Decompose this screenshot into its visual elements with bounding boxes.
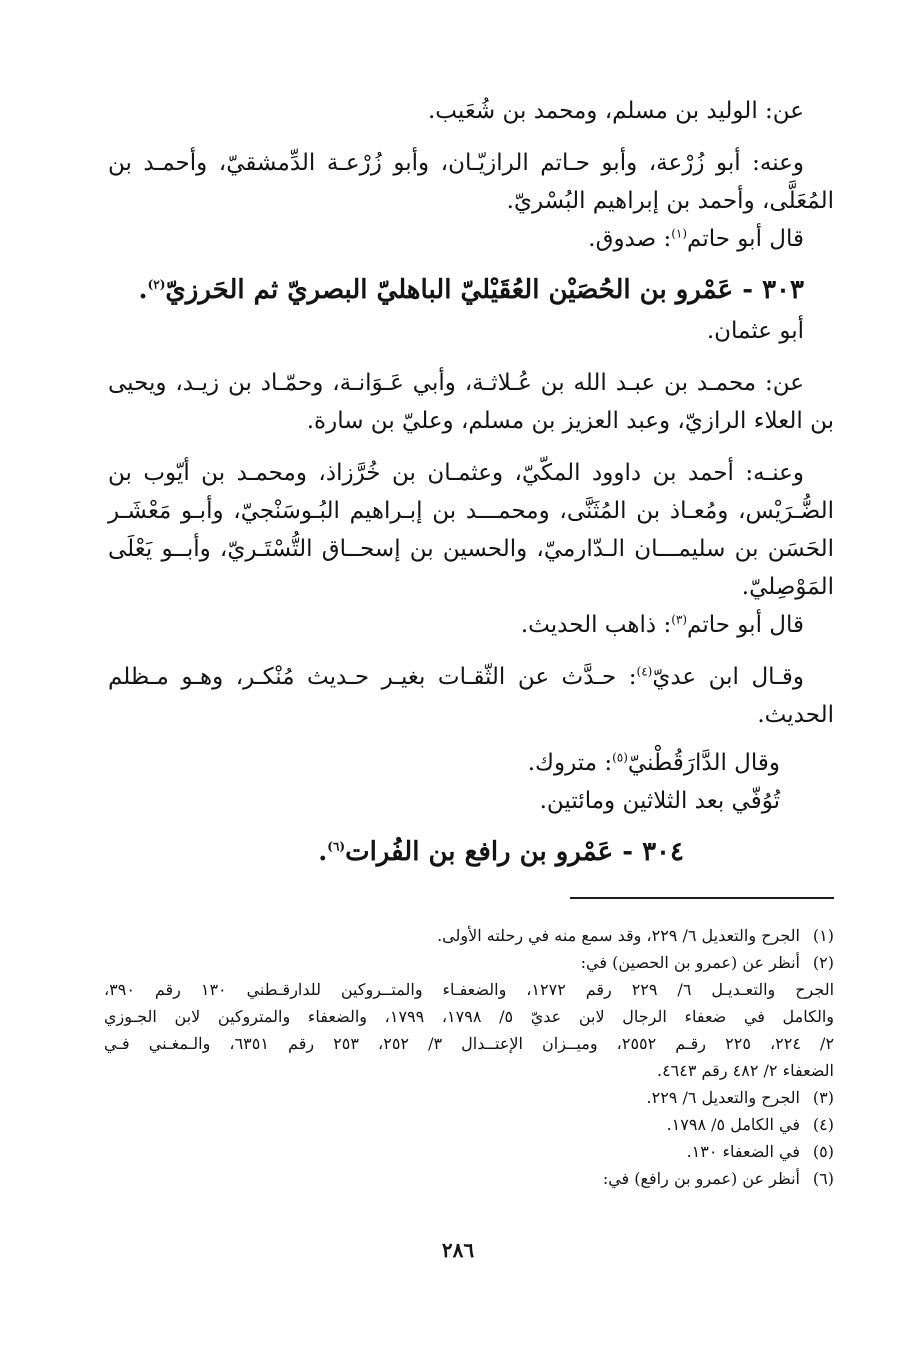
footnote-text: الجرح والتعديل ٦/ ٢٢٩. bbox=[646, 1088, 800, 1107]
entry-title-end: . bbox=[318, 837, 328, 867]
verdict-source: وقال الدَّارَقُطْنيّ bbox=[627, 750, 780, 776]
footnote-number: (٤) bbox=[812, 1115, 834, 1134]
footnote-ref-3: (٣) bbox=[671, 612, 688, 627]
main-text bbox=[108, 92, 834, 874]
footnote-ref-1: (١) bbox=[671, 226, 688, 241]
footnote-number: (١) bbox=[812, 926, 834, 945]
verdict-text: : صدوق. bbox=[588, 226, 672, 252]
entry-title-303 bbox=[108, 268, 834, 312]
footnote-5 bbox=[104, 1138, 834, 1165]
page-number: ٢٨٦ bbox=[441, 1238, 475, 1262]
verdict-source: قال أبو حاتم bbox=[687, 612, 804, 638]
footnote-text: أنظر عن (عمرو بن رافع) في: bbox=[602, 1169, 800, 1188]
paragraph-narrators-to-303: وعنـه: أحمد بن داوود المكّيّ، وعثمـان بن خُرَّزاذ، ومحمـد بن أيّوب بن الضُّـرَيْس، ومُعـاذ بن المُثَنَّى، ومحمـــد بن إبـراهيم البُـوسَنْجيّ، وأبـو مَعْشَـر الحَسَن بن سليمـــان الـدّارميّ، والحسين بن إسحــاق التُّسْتَـريّ، وأبــو يَعْلَى المَوْصِليّ. bbox=[108, 460, 834, 600]
footnote-number: (٢) bbox=[812, 953, 834, 972]
paragraph-narrators-to: وعنه: أبو زُرْعة، وأبو حـاتم الرازيّـان، وأبو زُرْعـة الدِّمشقيّ، وأحمـد بن المُعَلَّى، وأحمد بن إبراهيم البُسْريّ. bbox=[108, 150, 834, 214]
entry-title-text: ٣٠٤ - عَمْرو بن رافع بن الفُرات bbox=[345, 837, 684, 867]
footnote-text: في الضعفاء ١٣٠. bbox=[686, 1142, 800, 1161]
verdict-text: : حـدَّث عن الثّقـات بغيـر حـديث مُنْكـر، وهـو مـظلم الحديث. bbox=[108, 664, 834, 728]
footnote-text: أنظر عن (عمرو بن الحصين) في: bbox=[580, 953, 800, 972]
paragraph-daraqutni bbox=[108, 744, 834, 782]
paragraph-abu-hatim-verdict bbox=[108, 220, 834, 258]
footnote-number: (٥) bbox=[812, 1142, 834, 1161]
footnote-separator bbox=[570, 897, 834, 899]
footnote-2 bbox=[104, 949, 834, 976]
footnote-1 bbox=[104, 922, 834, 949]
paragraph-narrators-from-303: عن: محمـد بن عبـد الله بن عُـلاثـة، وأبي عَـوَانـة، وحمّـاد بن زيـد، ويحيى بن العلاء الرازيّ، وعبد العزيز بن مسلم، وعليّ بن سارة. bbox=[108, 370, 834, 434]
footnote-text: الجرح والتعديل ٦/ ٢٢٩، وقد سمع منه في رحلته الأولى. bbox=[437, 926, 800, 945]
paragraph-narrators-from: عن: الوليد بن مسلم، ومحمد بن شُعَيب. bbox=[428, 98, 804, 124]
footnote-ref-6: (٦) bbox=[327, 839, 346, 854]
footnote-2-line: ٢/ ٢٢٤، ٢٢٥ رقـم ٢٥٥٢، وميــزان الإعتــدال ٣/ ٢٥٢، ٢٥٣ رقم ٦٣٥١، والـمغـني فـي bbox=[104, 1034, 835, 1053]
footnote-ref-2: (٢) bbox=[147, 277, 166, 292]
paragraph-abu-hatim-303 bbox=[108, 606, 834, 644]
verdict-text: : متروك. bbox=[527, 750, 613, 776]
verdict-source: وقـال ابن عديّ bbox=[652, 664, 805, 690]
footnote-text: في الكامل ٥/ ١٧٩٨. bbox=[666, 1115, 800, 1134]
entry-title-304 bbox=[108, 830, 834, 874]
footnote-ref-5: (٥) bbox=[612, 750, 628, 765]
footnote-ref-4: (٤) bbox=[636, 664, 653, 679]
footnote-2-line: الجرح والتعـديـل ٦/ ٢٢٩ رقم ١٢٧٢، والضعفـاء والمتــروكين للدارقـطني ١٣٠ رقم ٣٩٠، bbox=[104, 980, 835, 999]
paragraph-death: تُوُفّي بعد الثلاثين ومائتين. bbox=[539, 788, 780, 814]
footnote-4 bbox=[104, 1111, 834, 1138]
footnote-2-line: والكامل في ضعفاء الرجال لابن عديّ ٥/ ١٧٩٨، ١٧٩٩، والضعفاء والمتروكين لابن الجـوزي bbox=[104, 1007, 834, 1026]
entry-title-text: ٣٠٣ - عَمْرو بن الحُصَيْن العُقَيْليّ الباهليّ البصريّ ثم الحَرزيّ bbox=[165, 275, 804, 305]
footnote-number: (٣) bbox=[812, 1088, 834, 1107]
footnote-6 bbox=[104, 1165, 834, 1192]
footnote-number: (٦) bbox=[812, 1169, 834, 1188]
verdict-source: قال أبو حاتم bbox=[687, 226, 804, 252]
paragraph-ibn-adi bbox=[108, 658, 834, 734]
footnotes bbox=[104, 922, 834, 1192]
paragraph-kunya: أبو عثمان. bbox=[706, 318, 804, 344]
verdict-text: : ذاهب الحديث. bbox=[520, 612, 672, 638]
entry-title-end: . bbox=[138, 275, 148, 305]
footnote-2-line: الضعفاء ٢/ ٤٨٢ رقم ٤٦٤٣. bbox=[656, 1061, 834, 1080]
footnote-3 bbox=[104, 1084, 834, 1111]
